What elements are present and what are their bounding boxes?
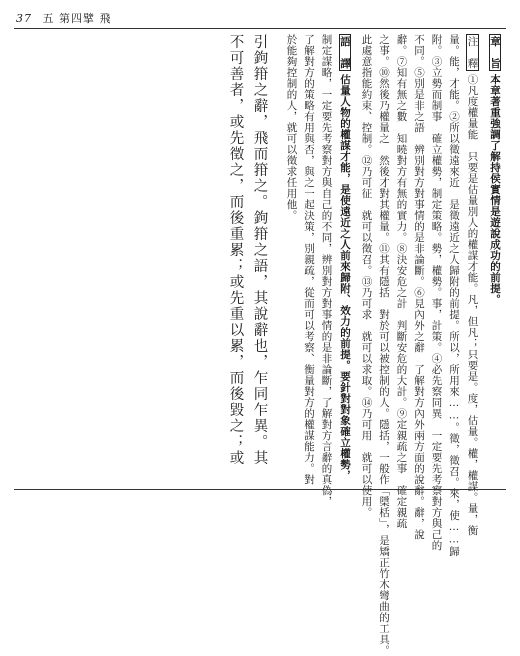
column-text: 估量人物的權謀才能，是使遠近之人前來歸附、效力的前提。要針對對象確立權勢， <box>339 74 351 481</box>
text-column <box>466 34 479 536</box>
text-column <box>489 34 502 474</box>
header-rule <box>14 28 506 29</box>
text-column <box>320 34 333 507</box>
column-text: 不同。⑤別是非之語 辨別對方對事情的是非論斷。⑥見內外之辭 了解對方內外兩方面的說辭。辭，說 <box>413 34 425 540</box>
column-text: 引鉤箝之辭，飛而箝之。鉤箝之語，其說辭也，乍同乍異。其 <box>251 34 268 466</box>
text-column <box>360 34 373 518</box>
column-text: 辭。⑦知有無之數 知曉對方有無的實力。⑧決安危之計 判斷安危的大計。⑨定親疏之事 確定親疏 <box>395 34 408 529</box>
running-header <box>16 10 112 26</box>
text-column <box>252 34 267 484</box>
column-text: 了解對方的策略有用與否，與之一起決策，別親疏，從而可以考察、衡量對方的權謀能力。對 <box>303 34 315 485</box>
text-column <box>378 34 390 656</box>
text-column <box>303 34 315 485</box>
column-text: 此處意指能約束、控制。⑫乃可征 就可以徵召。⑬乃可求 就可以求取。⑭乃可用 就可以使用。 <box>360 34 373 518</box>
column-text: 之事。⑩然後乃權量之 然後才對其權量。⑪其有隱括 對於可以被控制的人。隱括，一般作「檃栝」，是矯正竹木彎曲的工具。 <box>378 34 390 656</box>
column-text: 於能夠控制的人，就可以徵求任用他。 <box>285 34 298 221</box>
running-title: 五 第四擘 飛 <box>42 12 112 25</box>
column-text: ①凡度權量能 只要是估量別人的權謀才能。凡，但凡；只要是。度，估量。權，權謀。量，衡 <box>466 74 479 536</box>
section-tag: 語 譯 <box>339 36 351 69</box>
text-column <box>395 34 408 529</box>
text-column <box>228 34 243 484</box>
section-tag: 注 釋 <box>466 36 479 69</box>
column-text: 不可善者，或先徵之，而後重累；或先重以累，而後毀之；或 <box>227 34 244 466</box>
text-column <box>413 34 425 540</box>
column-text: 制定謀略，一定要先考察對方與自己的不同，辨別對方對事情的是非論斷，了解對方言辭的真偽， <box>320 34 333 507</box>
vertical-text-body <box>14 34 506 656</box>
text-column <box>448 34 460 557</box>
footer-rule <box>14 489 506 490</box>
section-tag: 章 旨 <box>489 36 501 69</box>
page-number: 37 <box>16 12 32 25</box>
column-text: 本章著重強調了解持侯實情是遊說成功的前提。 <box>489 74 501 305</box>
text-column <box>430 34 443 551</box>
text-column <box>286 34 297 474</box>
column-text: 附。③立勢而制事 確立權勢，制定策略。勢，權勢。事，計策。④必先察同異 一定要先考察對方與己的 <box>430 34 443 551</box>
column-text: 量。能，才能。②所以徵遠來近 是徵遠近之人歸附的前提。所以，所用來……。徵，徵召。來，使……歸 <box>448 34 460 557</box>
text-column <box>339 34 352 481</box>
